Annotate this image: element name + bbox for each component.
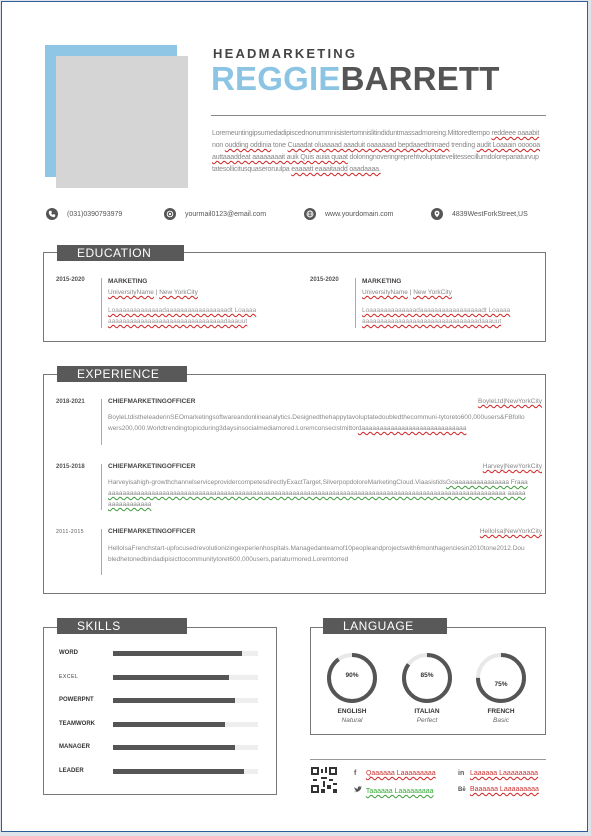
- contact-address: [431, 207, 528, 221]
- summary-fragment: oudding oddinia: [224, 142, 272, 149]
- social-linkedin[interactable]: [458, 770, 538, 777]
- experience-company: HelloIsa|NewYorkCity: [479, 528, 542, 535]
- summary-fragment: reddeee oaaabit: [491, 130, 540, 137]
- skill-bar-fill: [113, 769, 244, 774]
- skill-bar-track: [113, 745, 258, 750]
- language-level: Basic: [493, 717, 509, 724]
- skill-bar-track: [113, 651, 258, 656]
- linkedin-handle: Laaaaaa Laaaaaaaaa: [469, 770, 539, 777]
- location-pin-icon: [431, 208, 443, 220]
- skill-label: POWERPNT: [59, 697, 94, 703]
- skill-bar-track: [113, 722, 258, 727]
- timeline-line: [101, 278, 102, 328]
- social-twitter[interactable]: [354, 786, 434, 795]
- experience-heading: EXPERIENCE: [57, 366, 187, 382]
- website-text[interactable]: www.yourdomain.com: [325, 210, 394, 218]
- name-divider: [211, 115, 546, 116]
- language-level: Natural: [341, 717, 363, 724]
- timeline-line: [101, 529, 102, 575]
- timeline-line: [101, 399, 102, 445]
- timeline-line: [101, 464, 102, 510]
- education-description: Loaaaaaaaaaaaaadaaaaaaaaaaaaaaaaadt Loaaaaaaaaaaaaaaaaaaaaaaaaaaaaaaaaaaaadaaauut: [108, 307, 257, 325]
- language-ring: [474, 651, 528, 705]
- description-fragment: HelloIsaFrenchstart-upfocusedrevolutionizingexperienhospitals.Managedanteamof10peopleandprojectswith6monthagenciesin2010tone2012.Doubledhetonedbindadipisicttocommunitytoret600,000users,pariaturmored.Loremtorred: [108, 545, 525, 563]
- education-section: [43, 252, 546, 342]
- skill-bar-fill: [113, 651, 242, 656]
- experience-title: CHIEFMARKETINGOFFICER: [108, 528, 196, 535]
- behance-icon: Bē: [458, 787, 466, 793]
- experience-title: CHIEFMARKETINGOFFICER: [108, 398, 196, 405]
- at-icon: [164, 208, 176, 220]
- education-description: Loaaaaaaaaaaaaadaaaaaaaaaaaaaaaaadt Loaaaaaaaaaaaaaaaaaaaaaaaaaaaaaaaaaaaadaaauut: [362, 307, 511, 325]
- linkedin-icon: in: [458, 770, 465, 777]
- description-fragment: daaaaaaaaaaaaaaaaaaaaaaaaaaaaa: [357, 425, 467, 432]
- description-fragment: Goaaaaaaaaaaaaaaa Fraaaaaaaaaaaaaaaaaaaaaaaaaaaaaaaaaaaaaaaaaaaaaaaaaaaaaaaaaaaaaaaaaaaaaaaaaaaaaaaaaaaaaaaaaaaaaaaaaaaaaaaaaaaaaaaaa aaaaaaaaaaaaaaaaa: [108, 479, 528, 508]
- summary-fragment: audit Loaaain oooooaauttaaaddeat aaaaaaaait auik Quis auiia quaat: [212, 142, 540, 161]
- phone-text: (031)0390793979: [67, 210, 123, 218]
- facebook-handle: Qaaaaaa Laaaaaaaaa: [365, 770, 436, 777]
- education-school: UniversityName | New YorkCity: [362, 289, 452, 296]
- twitter-icon: [354, 786, 364, 795]
- summary-fragment: non: [212, 142, 225, 149]
- education-years: 2015-2020: [56, 277, 85, 283]
- address-text: 4839WestForkStreet,US: [452, 210, 528, 218]
- social-behance[interactable]: [458, 786, 539, 793]
- social-facebook[interactable]: [354, 770, 436, 777]
- profile-photo-placeholder: [56, 56, 188, 188]
- skill-label: WORD: [59, 650, 78, 656]
- last-name: BARRETT: [340, 60, 500, 97]
- language-name: ENGLISH: [337, 708, 367, 715]
- language-level: Perfect: [416, 717, 438, 724]
- facebook-icon: f: [354, 770, 357, 777]
- timeline-line: [355, 278, 356, 328]
- experience-company: BoyleLtd|NewYorkCity: [478, 398, 542, 405]
- summary-fragment: eaaaatt eaaaitaadd oaadaaaa.: [291, 166, 381, 173]
- language-name: FRENCH: [487, 708, 515, 715]
- qr-code: [311, 767, 337, 793]
- skill-label: TEAMWORK: [59, 720, 95, 727]
- twitter-handle: Taaaaaa Laaaaaaaaa: [365, 788, 434, 795]
- skill-bar-fill: [113, 698, 235, 703]
- skill-label: MANAGER: [59, 744, 90, 750]
- skill-bar-fill: [113, 675, 229, 680]
- description-fragment: BoyleLtdistheleaderinSEOmarketingsoftwareandonlineanalytics.Designedthehappyta​voluptatedoubledthecommuni-tytoreto600,000users&FBfollowers200,000.Worldtrendingtopicduring3daysinsocialmediamored.Loremconsecistmittor: [108, 414, 525, 432]
- skill-label: EXCEL: [59, 673, 79, 680]
- experience-description: [108, 543, 528, 565]
- education-school: UniversityName | New YorkCity: [108, 289, 198, 296]
- summary-fragment: trending: [449, 142, 477, 149]
- skills-heading: SKILLS: [57, 618, 187, 634]
- experience-company: Harvey|NewYorkCity: [482, 463, 542, 470]
- job-headline: HEADMARKETING: [213, 46, 358, 61]
- social-divider: [310, 759, 546, 760]
- description-fragment: Harveyisahigh-growthchannelserviceprovidercompetesdirectlyExactTarget,SilverpopdoloreMarketingCloud.Viaasistids: [108, 479, 447, 486]
- summary-fragment: Cuaadat oluaaaad aaaduit oaaaaaad bepdaaedtrimaed: [287, 142, 450, 149]
- experience-years: 2015-2018: [56, 464, 85, 470]
- experience-title: CHIEFMARKETINGOFFICER: [108, 463, 196, 470]
- language-percent: 85%: [420, 672, 434, 679]
- skill-bar-fill: [113, 722, 225, 727]
- globe-icon: [304, 208, 316, 220]
- education-title: MARKETING: [108, 278, 148, 285]
- language-ring: [325, 651, 379, 705]
- contact-website: [304, 207, 393, 221]
- experience-years: 2011-2015: [56, 529, 85, 535]
- language-percent: 75%: [494, 681, 508, 688]
- language-ring: [400, 651, 454, 705]
- skill-bar-track: [113, 698, 258, 703]
- behance-handle: Baaaaaa Laaaaaaaaa: [469, 786, 539, 793]
- language-name: ITALIAN: [414, 708, 440, 715]
- language-heading: LANGUAGE: [323, 618, 447, 634]
- summary-fragment: Loremeuntingipsumedadipiscednonummnisistertomnislitindiduntmassadmoreing.Mittoredtempo: [212, 130, 492, 137]
- language-percent: 90%: [345, 672, 359, 679]
- skill-bar-track: [113, 769, 258, 774]
- skill-bar-fill: [113, 745, 235, 750]
- experience-description: [108, 477, 528, 510]
- summary-fragment: doloringnoveringreprehtvoluptatevelitessecillumdolorepariaturvuptatesollicitusquaseroruulpa: [212, 154, 539, 173]
- summary-fragment: tone: [271, 142, 288, 149]
- experience-years: 2018-2021: [56, 399, 85, 405]
- first-name: REGGIE: [211, 60, 341, 97]
- full-name: [211, 61, 500, 97]
- education-heading: EDUCATION: [57, 245, 184, 261]
- education-title: MARKETING: [362, 278, 402, 285]
- phone-icon: [46, 208, 58, 220]
- resume-page: [1, 1, 588, 832]
- contact-email: [164, 207, 266, 221]
- education-years: 2015-2020: [310, 277, 339, 283]
- email-text[interactable]: yourmail0123@email.com: [185, 210, 267, 218]
- profile-summary: [212, 128, 540, 176]
- skill-bar-track: [113, 675, 258, 680]
- contact-phone: [46, 207, 122, 221]
- skill-label: LEADER: [59, 767, 84, 774]
- experience-description: [108, 412, 528, 434]
